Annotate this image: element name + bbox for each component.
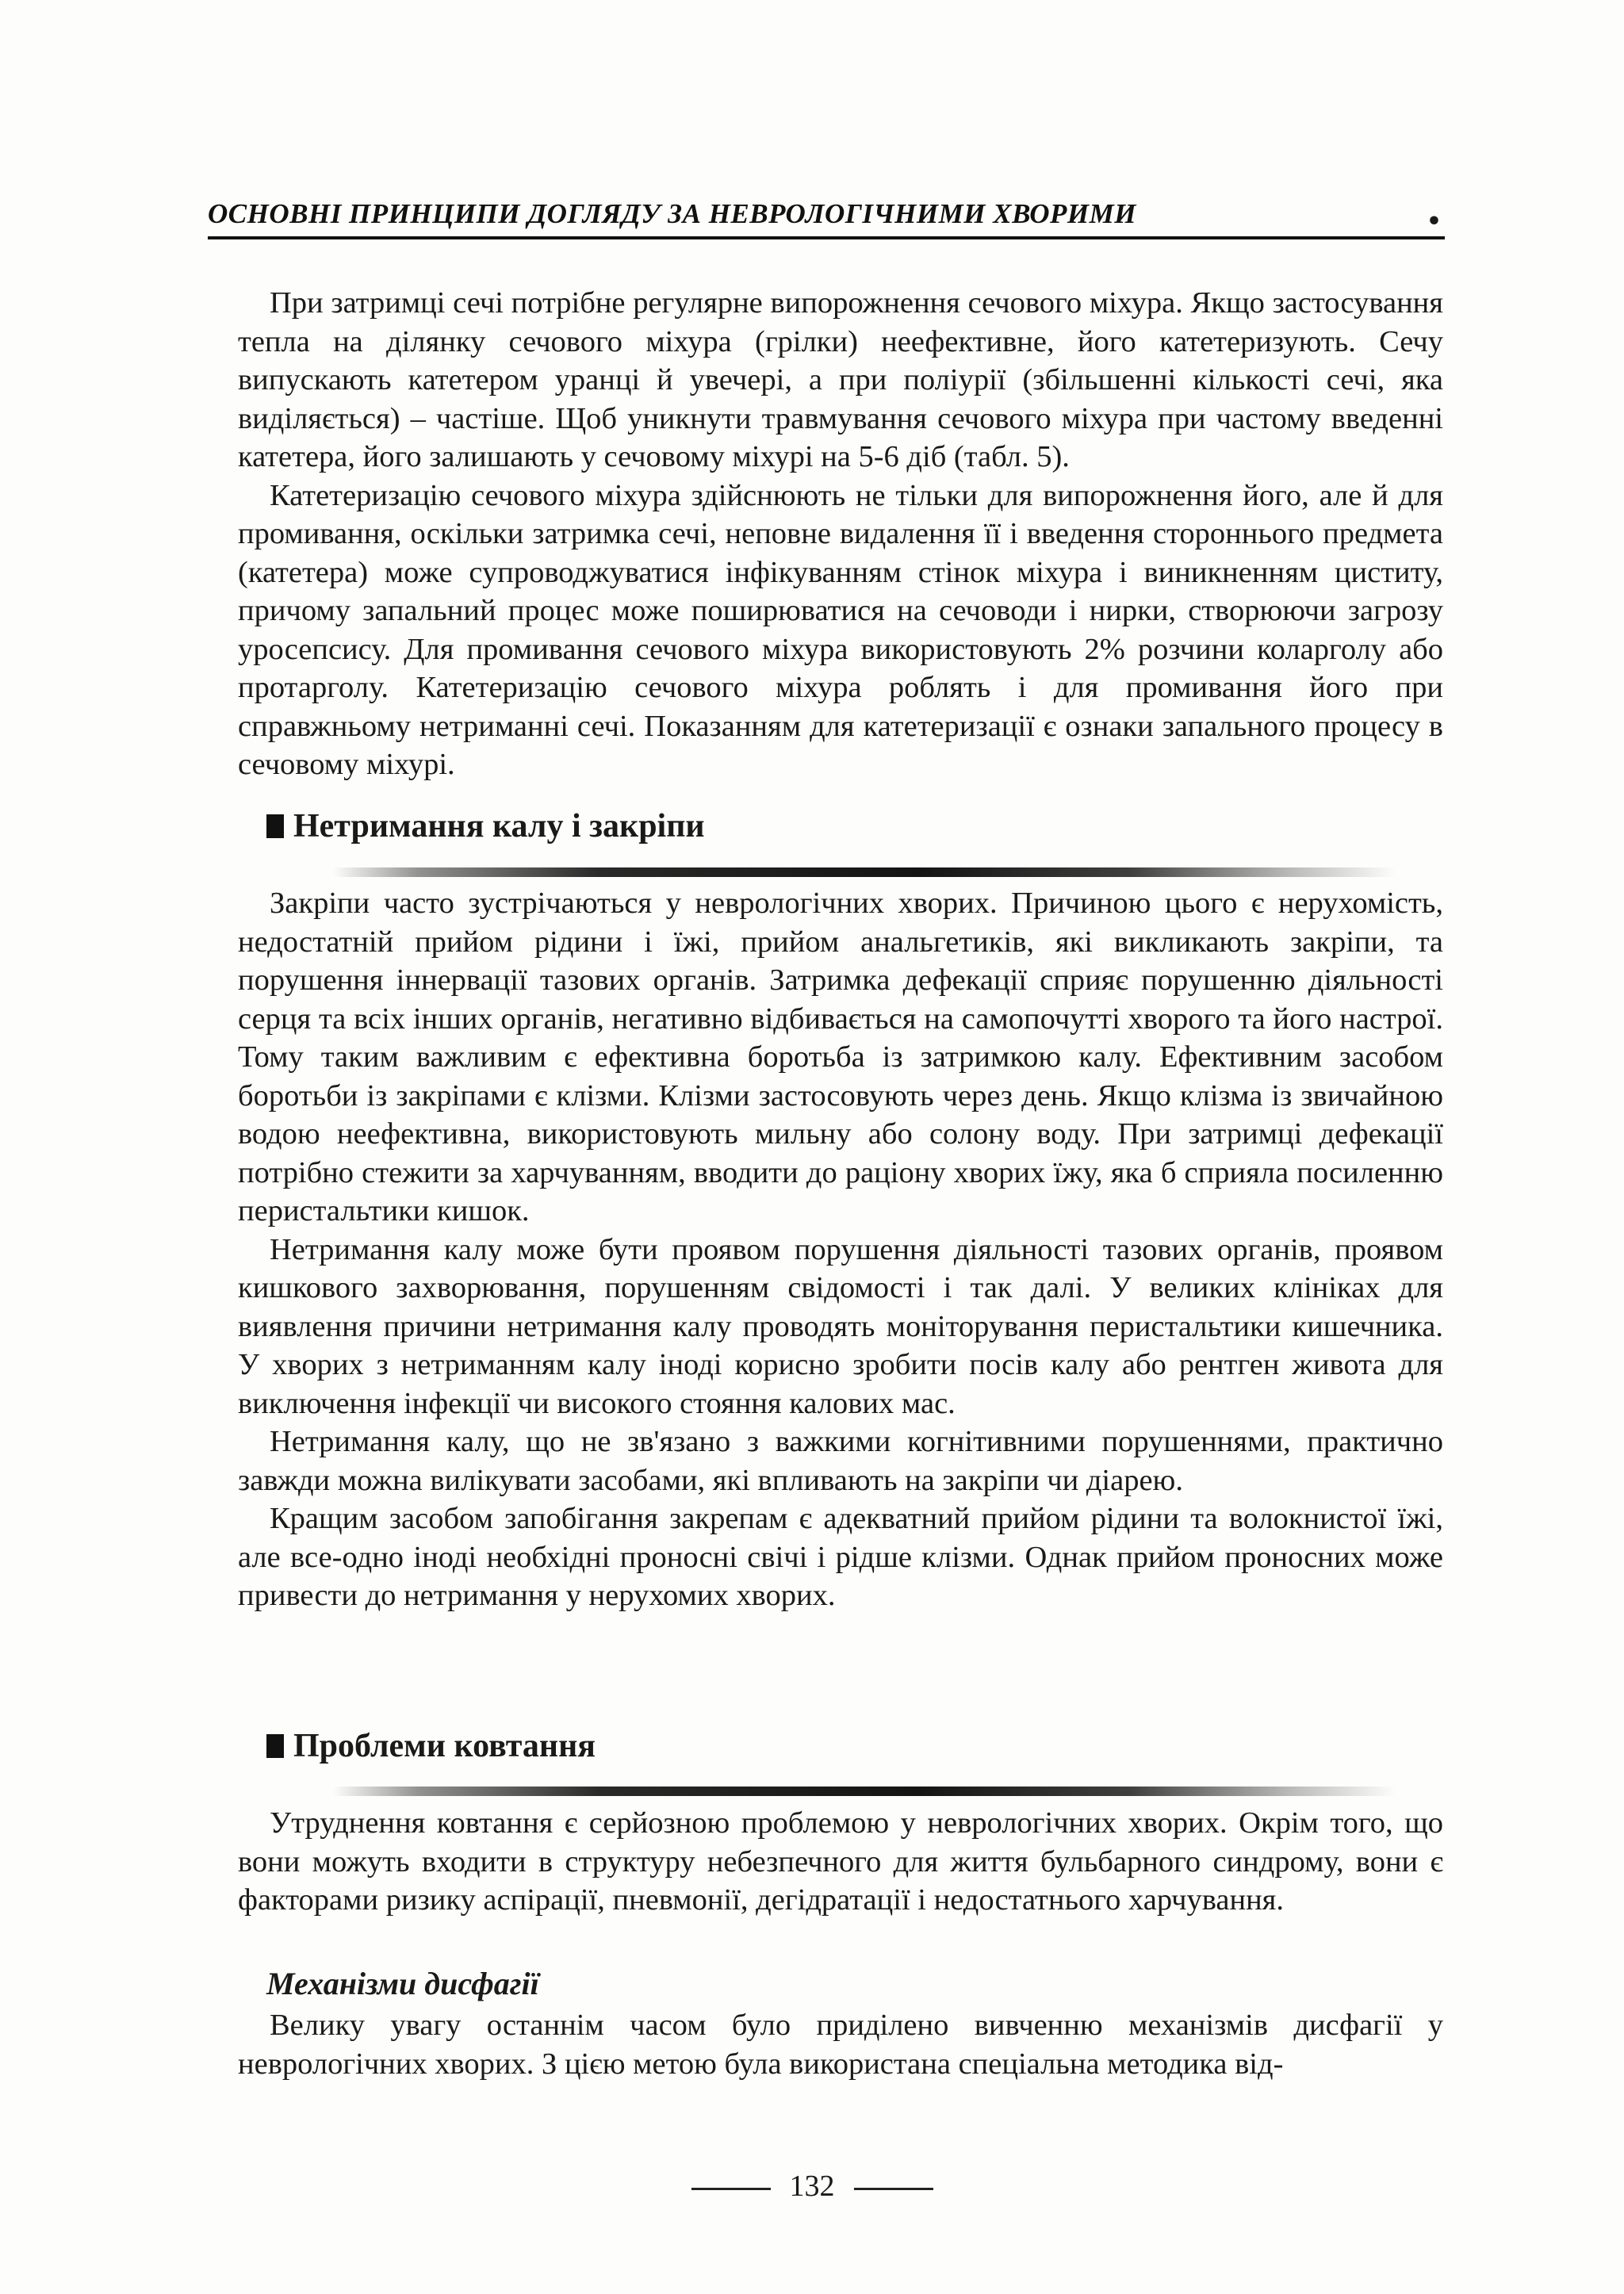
running-header <box>208 198 1445 239</box>
square-bullet-icon <box>266 1734 284 1758</box>
paragraph: Кращим засобом запобігання закрепам є адекватний прийом рідини та волокнистої їжі, але все-одно іноді необхідні проносні свічі і рідше клізми. Однак прийом проносних може привести до нетримання у нерухомих хворих. <box>238 1502 1443 1612</box>
section-heading-text: Нетримання калу і закріпи <box>293 808 705 844</box>
section-heading-text: Проблеми ковтання <box>293 1728 596 1764</box>
intro-text <box>238 284 1443 784</box>
paragraph: При затримці сечі потрібне регулярне випорожнення сечового міхура. Якщо застосування тепла на ділянку сечового міхура (грілки) неефективне, його катетеризують. Сечу випускають катетером уранці й увечері, а при поліурії (збільшенні кількості сечі, яка виділяється) – частіше. Щоб уникнути травмування сечового міхура при частому введенні катетера, його залишають у сечовому міхурі на 5-6 діб (табл. 5). <box>238 286 1443 473</box>
section2-text <box>238 1804 1443 1920</box>
header-title: ОСНОВНІ ПРИНЦИПИ ДОГЛЯДУ ЗА НЕВРОЛОГІЧНИМИ ХВОРИМИ <box>208 198 1136 229</box>
paragraph: Утруднення ковтання є серйозною проблемою у неврологічних хворих. Окрім того, що вони можуть входити в структуру небезпечного для життя бульбарного синдрому, вони є факторами ризику аспірації, пневмонії, дегідратації і недостатнього харчування. <box>238 1806 1443 1917</box>
page-number: 132 <box>789 2170 835 2203</box>
square-bullet-icon <box>266 814 284 838</box>
footer-dash <box>691 2188 771 2190</box>
paragraph: Нетримання калу, що не зв'язано з важкими когнітивними порушеннями, практично завжди можна вилікувати засобами, які впливають на закріпи чи діарею. <box>238 1425 1443 1497</box>
page-footer <box>0 2169 1624 2204</box>
paragraph: Нетримання калу може бути проявом порушення діяльності тазових органів, проявом кишкового захворювання, порушенням свідомості і так далі. У великих клініках для виявлення причини нетримання калу проводять моніторування перистальтики кишечника. У хворих з нетриманням калу іноді корисно зробити посів калу або рентген живота для виключення інфекції чи високого стояння калових мас. <box>238 1232 1443 1420</box>
paragraph: Закріпи часто зустрічаються у неврологічних хворих. Причиною цього є нерухомість, недостатній прийом рідини і їжі, прийом анальгетиків, які викликають закріпи, та порушення іннервації тазових органів. Затримка дефекації сприяє порушенню діяльності серця та всіх інших органів, негативно відбивається на самопочутті хворого та його настрої. Тому таким важливим є ефективна боротьба із затримкою калу. Ефективним засобом боротьби із закріпами є клізми. Клізми застосовують через день. Якщо клізма із звичайною водою неефективна, використовують мильну або солону воду. При затримці дефекації потрібно стежити за харчуванням, вводити до раціону хворих їжу, яка б сприяла посиленню перистальтики кишок. <box>238 887 1443 1227</box>
section-heading-swallowing <box>266 1727 596 1765</box>
footer-dash <box>854 2188 933 2190</box>
section-heading-constipation <box>266 807 705 845</box>
header-dot: • <box>1426 208 1442 236</box>
section-divider <box>333 867 1396 877</box>
subsection-text <box>238 2006 1443 2083</box>
section-divider <box>333 1787 1396 1796</box>
paragraph: Катетеризацію сечового міхура здійснюють не тільки для випорожнення його, але й для промивання, оскільки затримка сечі, неповне видалення її і введення стороннього предмета (катетера) може супроводжуватися інфікуванням стінок міхура і виникненням циститу, причому запальний процес може поширюватися на сечоводи і нирки, створюючи загрозу уросепсису. Для промивання сечового міхура використовують 2% розчини коларголу або протарголу. Катетеризацію сечового міхура роблять і для промивання його при справжньому нетриманні сечі. Показанням для катетеризації є ознаки запального процесу в сечовому міхурі. <box>238 478 1443 781</box>
paragraph: Велику увагу останнім часом було приділено вивченню механізмів дисфагії у неврологічних хворих. З цією метою була використана спеціальна методика від- <box>238 2009 1443 2081</box>
subsection-heading: Механізми дисфагії <box>266 1966 539 2001</box>
section1-text <box>238 884 1443 1615</box>
